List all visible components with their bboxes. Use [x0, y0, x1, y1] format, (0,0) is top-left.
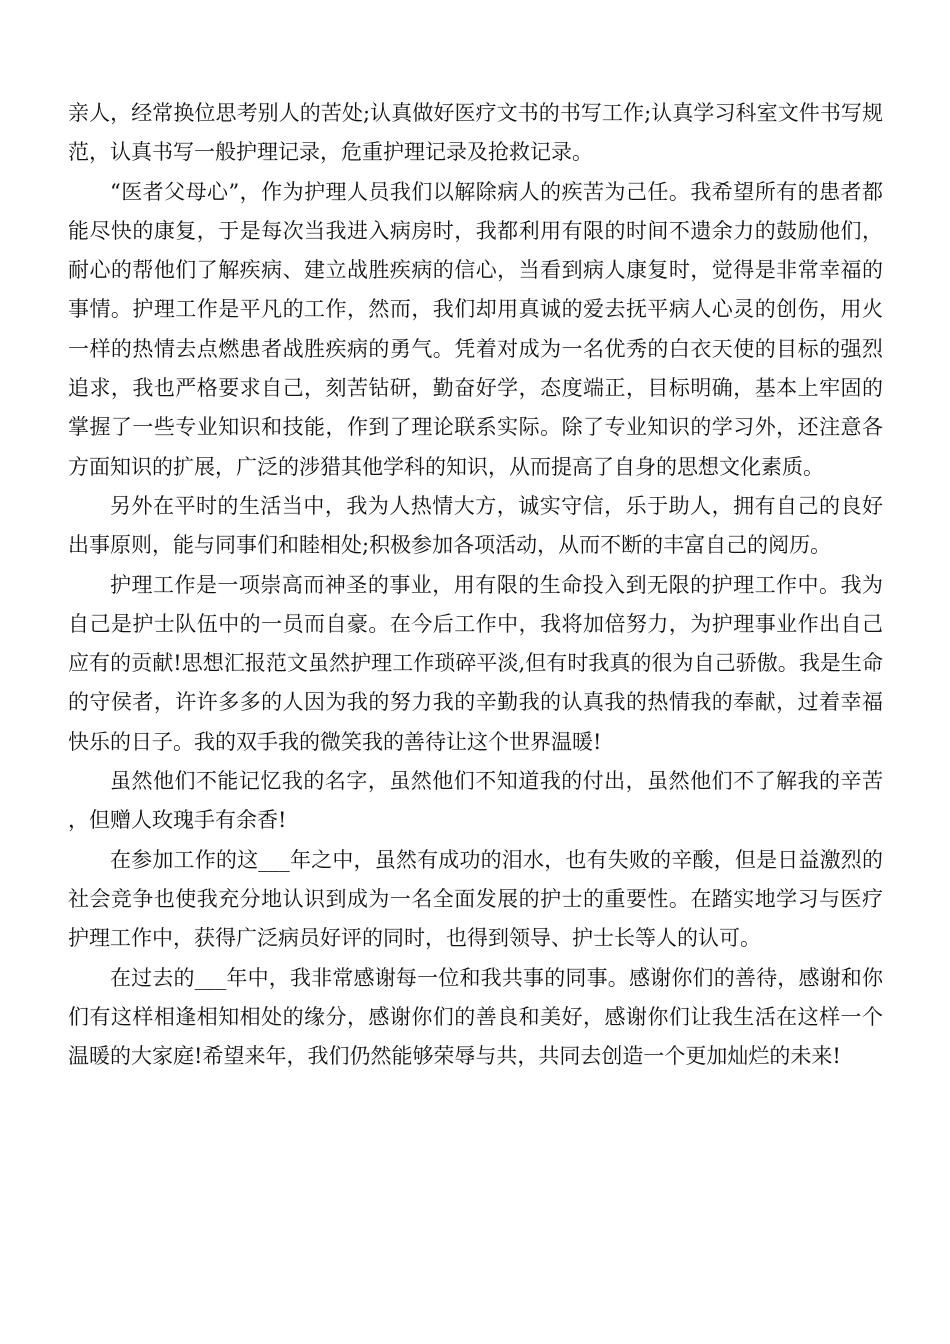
paragraph-7: 在过去的___年中，我非常感谢每一位和我共事的同事。感谢你们的善待，感谢和你们有这样相逢相知相处的缘分，感谢你们的善良和美好，感谢你们让我生活在这样一个温暖的大家庭!希望来年，我们仍然能够荣辱与共，共同去创造一个更加灿烂的未来! [68, 965, 883, 1069]
paragraph-4: 护理工作是一项崇高而神圣的事业，用有限的生命投入到无限的护理工作中。我为自己是护士队伍中的一员而自豪。在今后工作中，我将加倍努力，为护理事业作出自己应有的贡献!思想汇报范文虽然护理工作琐碎平淡,但有时我真的很为自己骄傲。我是生命的守侯者，许许多多的人因为我的努力我的辛勤我的认真我的热情我的奉献，过着幸福快乐的日子。我的双手我的微笑我的善待让这个世界温暖! [68, 572, 883, 754]
paragraph-5: 虽然他们不能记忆我的名字，虽然他们不知道我的付出，虽然他们不了解我的辛苦，但赠人玫瑰手有余香! [68, 769, 883, 833]
paragraph-2: “医者父母心”，作为护理人员我们以解除病人的疾苦为己任。我希望所有的患者都能尽快的康复，于是每次当我进入病房时，我都利用有限的时间不遗余力的鼓励他们，耐心的帮他们了解疾病、建立战胜疾病的信心，当看到病人康复时，觉得是非常幸福的事情。护理工作是平凡的工作，然而，我们却用真诚的爱去抚平病人心灵的创伤，用火一样的热情去点燃患者战胜疾病的勇气。凭着对成为一名优秀的白衣天使的目标的强烈追求，我也严格要求自己，刻苦钻研，勤奋好学，态度端正，目标明确，基本上牢固的掌握了一些专业知识和技能，作到了理论联系实际。除了专业知识的学习外，还注意各方面知识的扩展，广泛的涉猎其他学科的知识，从而提高了自身的思想文化素质。 [68, 179, 883, 479]
paragraph-1: 亲人，经常换位思考别人的苦处;认真做好医疗文书的书写工作;认真学习科室文件书写规范，认真书写一般护理记录，危重护理记录及抢救记录。 [68, 101, 883, 165]
paragraph-6: 在参加工作的这___年之中，虽然有成功的泪水，也有失败的辛酸，但是日益激烈的社会竞争也使我充分地认识到成为一名全面发展的护士的重要性。在踏实地学习与医疗护理工作中，获得广泛病员好评的同时，也得到领导、护士长等人的认可。 [68, 847, 883, 951]
document-body [68, 94, 883, 1076]
paragraph-3: 另外在平时的生活当中，我为人热情大方，诚实守信，乐于助人，拥有自己的良好出事原则，能与同事们和睦相处;积极参加各项活动，从而不断的丰富自己的阅历。 [68, 493, 883, 558]
